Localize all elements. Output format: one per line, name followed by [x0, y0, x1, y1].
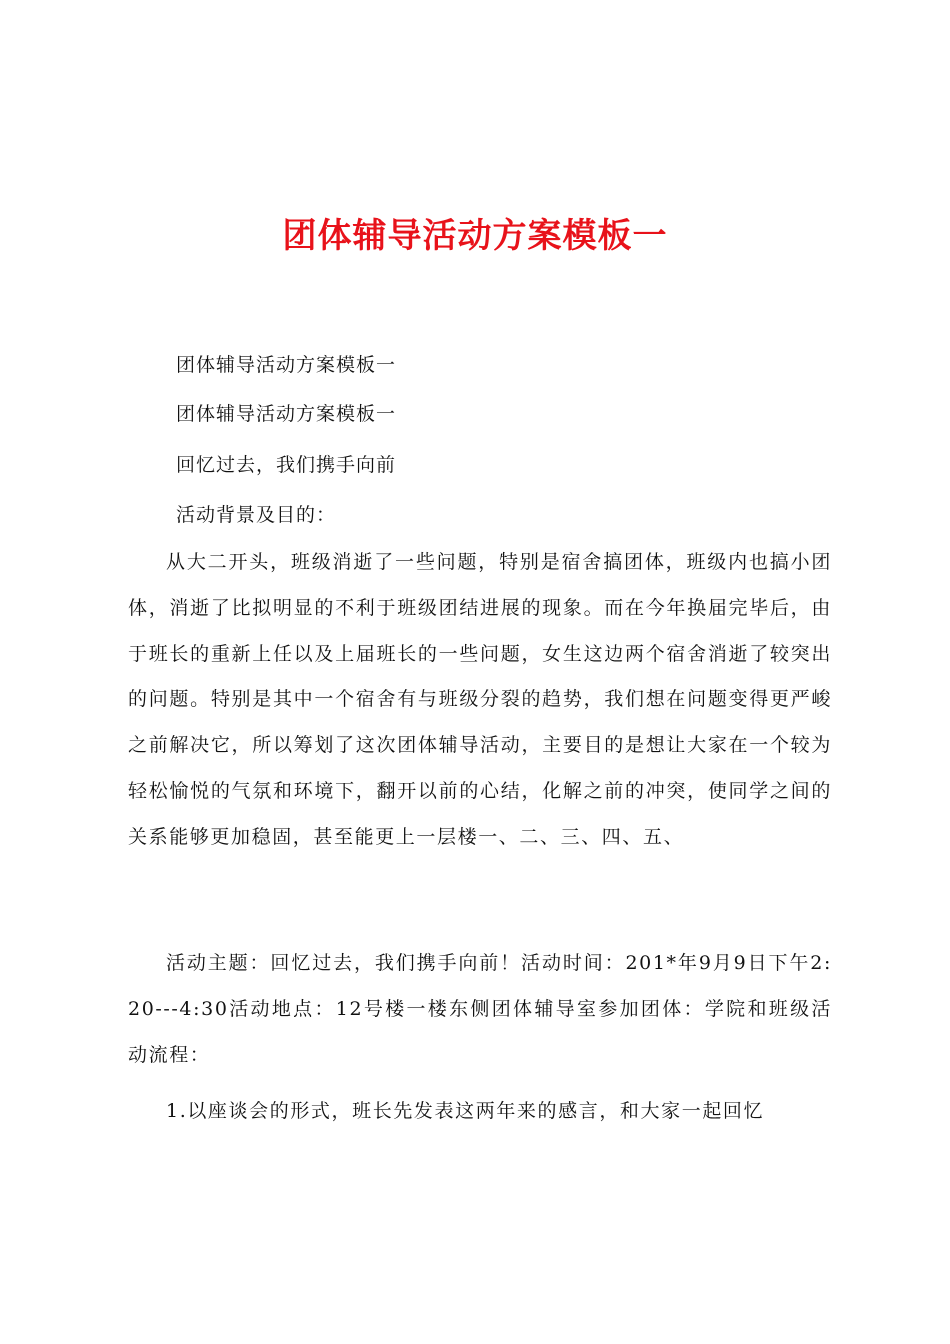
paragraph-background: 从大二开头，班级消逝了一些问题，特别是宿舍搞团体，班级内也搞小团体，消逝了比拟明显的不利于班级团结进展的现象。而在今年换届完毕后，由于班长的重新上任以及上届班长的一些问题，女生这边两个宿舍消逝了较突出的问题。特别是其中一个宿舍有与班级分裂的趋势，我们想在问题变得更严峻之前解决它，所以筹划了这次团体辅导活动，主要目的是想让大家在一个较为轻松愉悦的气氛和环境下，翻开以前的心结，化解之前的冲突，使同学之间的关系能够更加稳固，甚至能更上一层楼一、二、三、四、五、	[128, 551, 832, 848]
text-line-1: 团体辅导活动方案模板一	[176, 354, 397, 376]
text-line-4: 活动背景及目的：	[176, 504, 337, 526]
paragraph-process-1: 1.以座谈会的形式，班长先发表这两年来的感言，和大家一起回忆	[166, 1100, 765, 1122]
text-line-3: 回忆过去，我们携手向前	[176, 454, 397, 476]
paragraph-activity-info: 活动主题：回忆过去，我们携手向前！活动时间：201*年9月9日下午2:20---4:30活动地点：12号楼一楼东侧团体辅导室参加团体：学院和班级活动流程：	[128, 952, 832, 1066]
document-title: 团体辅导活动方案模板一	[282, 216, 668, 256]
text-line-2: 团体辅导活动方案模板一	[176, 403, 397, 425]
